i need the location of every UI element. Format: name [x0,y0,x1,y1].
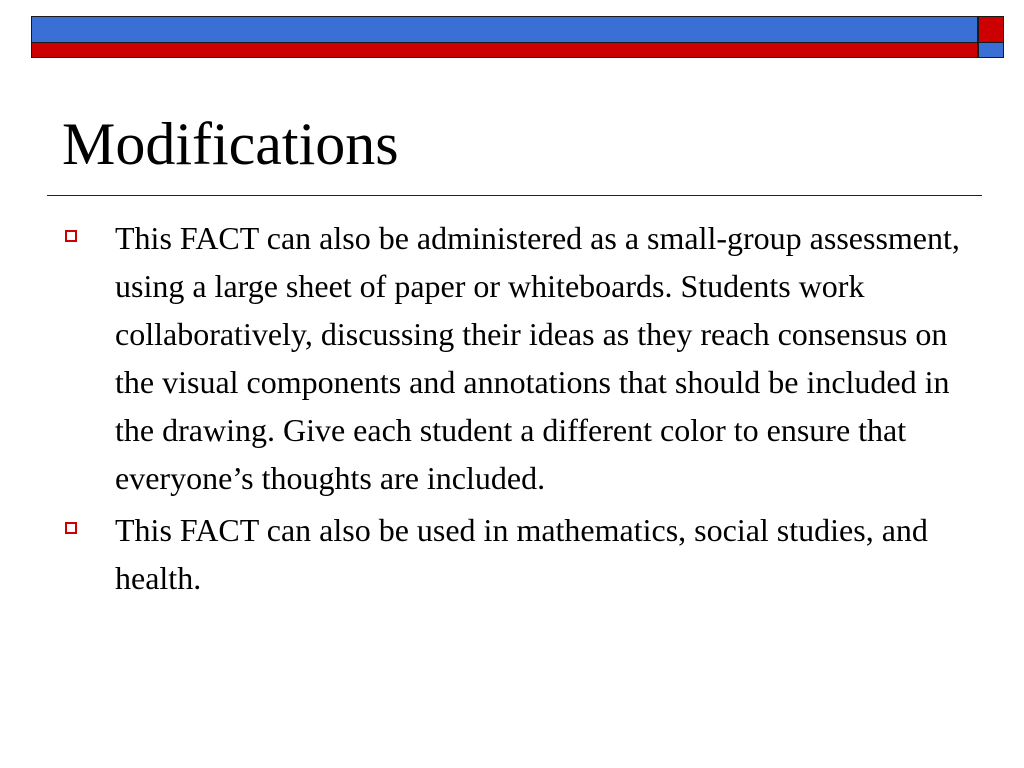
bullet-text: This FACT can also be used in mathematics, social studies, and health. [115,512,928,596]
title-divider [47,195,982,196]
header-blue-square [978,42,1004,58]
header-red-bar [31,42,978,58]
bullet-text: This FACT can also be administered as a small-group assessment, using a large sheet of paper or whiteboards. Students work collaboratively, discussing their ideas as they reach consensus on the visual components and annotations that should be included in the drawing. Give each student a different color to ensure that everyone’s thoughts are included. [115,220,960,496]
header-blue-bar [31,16,978,43]
hollow-square-bullet-icon [65,522,77,534]
bullet-list [62,214,967,606]
header-red-square [978,16,1004,43]
bullet-item [62,214,967,502]
hollow-square-bullet-icon [65,230,77,242]
bullet-item [62,506,967,602]
slide-title: Modifications [62,111,399,177]
